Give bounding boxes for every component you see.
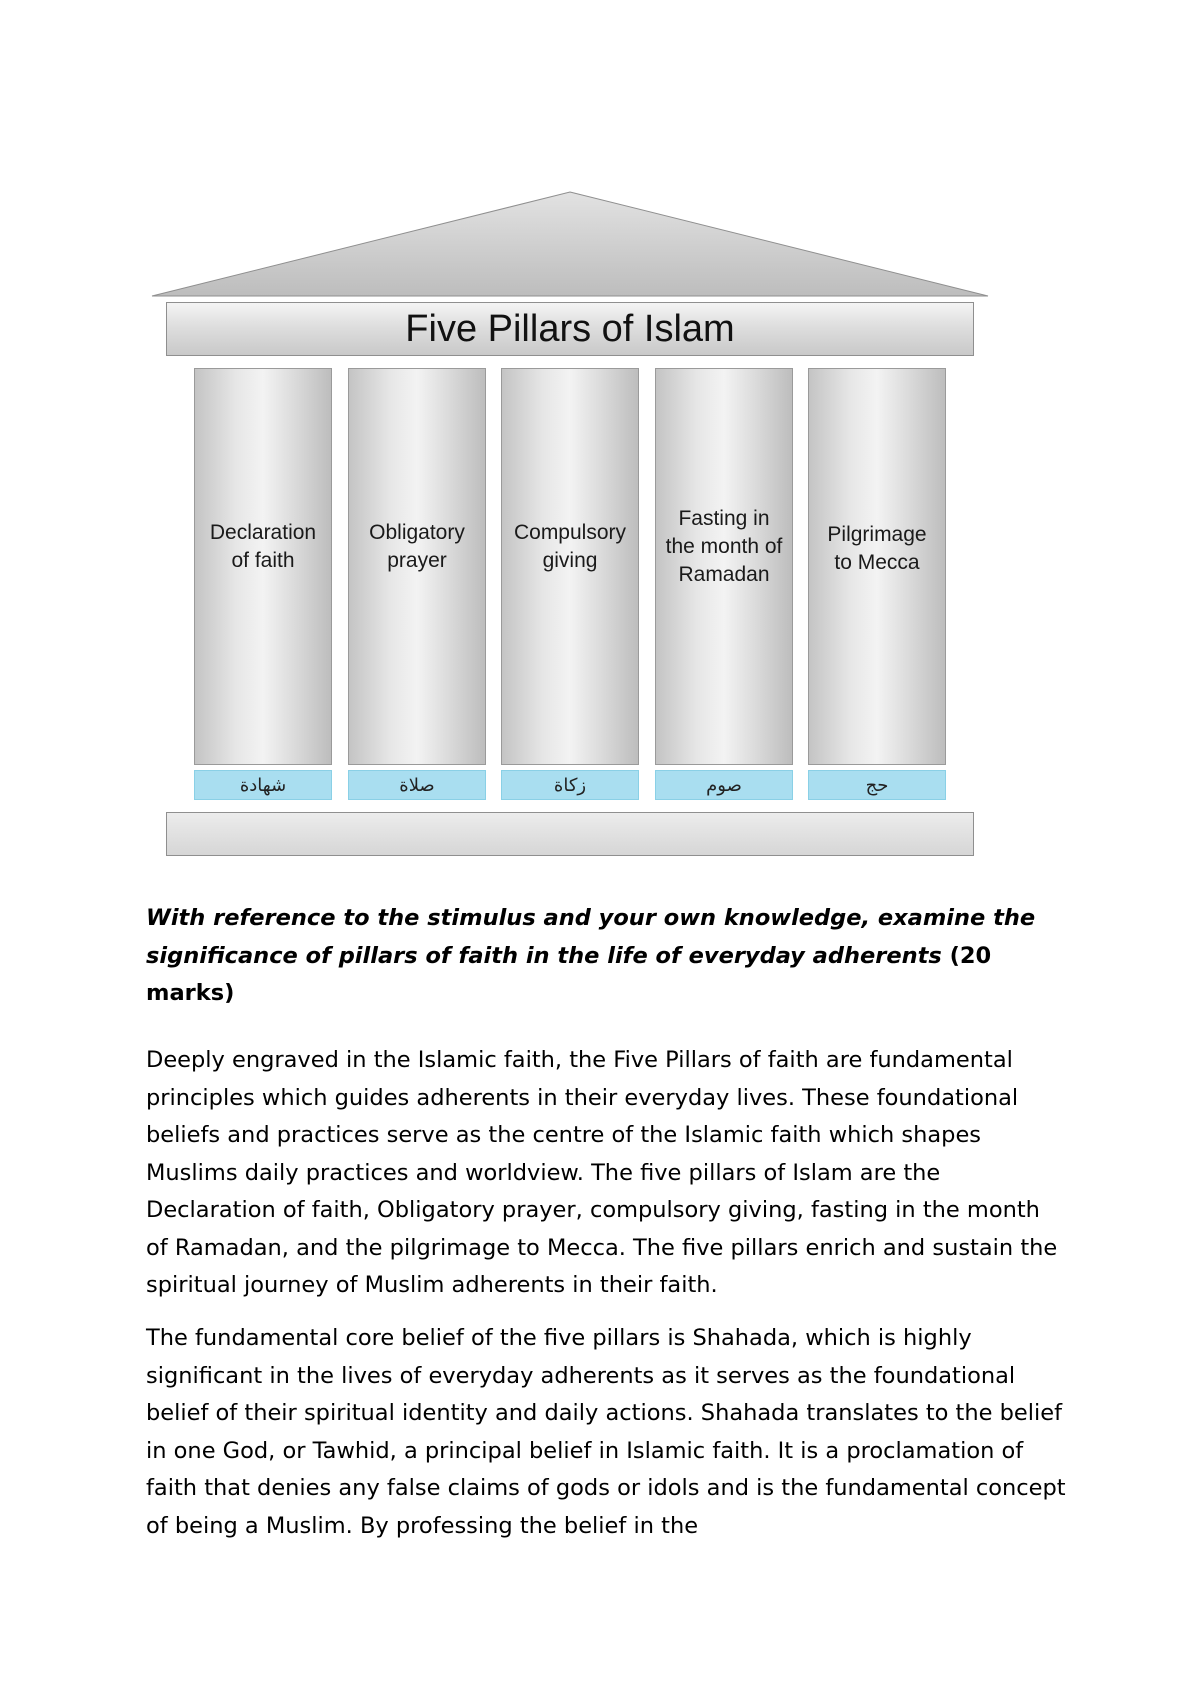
- pillar-label: Fasting in the month of Ramadan: [665, 507, 783, 586]
- pillar-arabic-label: صوم: [655, 770, 793, 800]
- five-pillars-diagram: [150, 190, 990, 860]
- question-marks: (20 marks): [146, 942, 992, 1006]
- essay-question: [146, 900, 1066, 1013]
- paragraph-text: The fundamental core belief of the five pillars is Shahada, which is highly significant in the lives of everyday adherents as it serves as the foundational belief of their spiritual identity and daily actions. Shahada translates to the belief in one God, or Tawhid, a principal belief in Islamic faith. It is a proclamation of faith that denies any false claims of gods or idols and is the fundamental concept of being a Muslim. By professing the belief in the: [146, 1325, 1066, 1539]
- pillar-fasting-ramadan: [655, 368, 793, 765]
- pillar-arabic-label: شهادة: [194, 770, 332, 800]
- diagram-title: Five Pillars of Islam: [166, 302, 974, 356]
- paragraph-text: Deeply engraved in the Islamic faith, the Five Pillars of faith are fundamental principles which guides adherents in their everyday lives. These foundational beliefs and practices serve as the centre of the Islamic faith which shapes Muslims daily practices and worldview. The five pillars of Islam are the Declaration of faith, Obligatory prayer, compulsory giving, fasting in the month of Ramadan, and the pilgrimage to Mecca. The five pillars enrich and sustain the spiritual journey of Muslim adherents in their faith.: [146, 1047, 1058, 1298]
- temple-base: [166, 812, 974, 856]
- pillar-pilgrimage-mecca: [808, 368, 946, 765]
- temple-roof: [150, 190, 990, 300]
- pillar-arabic-label: حج: [808, 770, 946, 800]
- pillar-arabic-label: صلاة: [348, 770, 486, 800]
- question-prompt: With reference to the stimulus and your own knowledge, examine the significance of pillars of faith in the life of everyday adherents: [146, 905, 1036, 969]
- body-paragraph: [146, 1042, 1066, 1305]
- pillar-declaration-of-faith: [194, 368, 332, 765]
- pillar-arabic-label: زكاة: [501, 770, 639, 800]
- pillar-label: Obligatory prayer: [369, 521, 465, 572]
- pillar-label: Compulsory giving: [513, 521, 627, 572]
- body-paragraph: [146, 1320, 1066, 1545]
- pillar-label: Pilgrimage to Mecca: [827, 523, 927, 574]
- pillar-label: Declaration of faith: [209, 521, 317, 572]
- pillar-compulsory-giving: [501, 368, 639, 765]
- pillar-obligatory-prayer: [348, 368, 486, 765]
